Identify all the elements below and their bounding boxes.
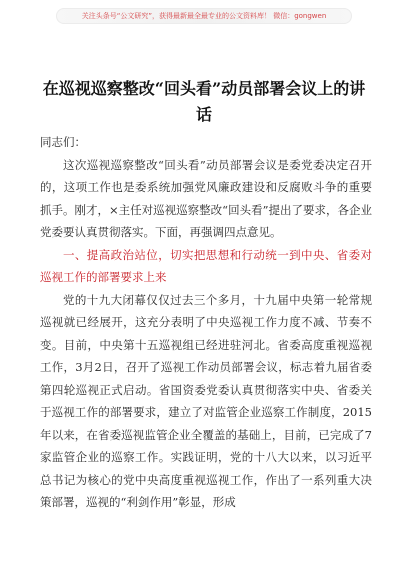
document-body <box>40 131 372 514</box>
header-banner: 关注头条号“公文研究”，获得最新最全最专业的公文资料库！ 微信：gongwen <box>56 8 352 24</box>
section-heading-1: 一、提高政治站位，切实把思想和行动统一到中央、省委对巡视工作的部署要求上来 <box>40 247 372 284</box>
salutation: 同志们： <box>40 135 86 149</box>
section-1-paragraph: 党的十九大闭幕仅仅过去三个多月，十九届中央第一轮常规巡视就已经展开，这充分表明了中央巡视工作力度不减、节奏不变。目前，中央第十五巡视组已经进驻河北。省委高度重视巡视工作，3月2日，召开了巡视工作动员部署会议，标志着九届省委第四轮巡视正式启动。省国资委党委认真贯彻落实中央、省委关于巡视工作的部署要求，建立了对监管企业巡察工作制度，2015年以来，在省委巡视监管企业全覆盖的基础上，目前，已完成了7家监管企业的巡察工作。实践证明，党的十八大以来，以习近平总书记为核心的党中央高度重视巡视工作，作出了一系列重大决策部署，巡视的“利剑作用”彰显，形成 <box>40 292 372 509</box>
intro-paragraph: 这次巡视巡察整改“回头看”动员部署会议是委党委决定召开的，这项工作也是委系统加强党风廉政建设和反腐败斗争的重要抓手。刚才，×主任对巡视巡察整改“回头看”提出了要求，各企业党委要认真贯彻落实。下面，再强调四点意见。 <box>40 157 372 239</box>
document-title: 在巡视巡察整改“回头看”动员部署会议上的讲话 <box>42 79 366 124</box>
